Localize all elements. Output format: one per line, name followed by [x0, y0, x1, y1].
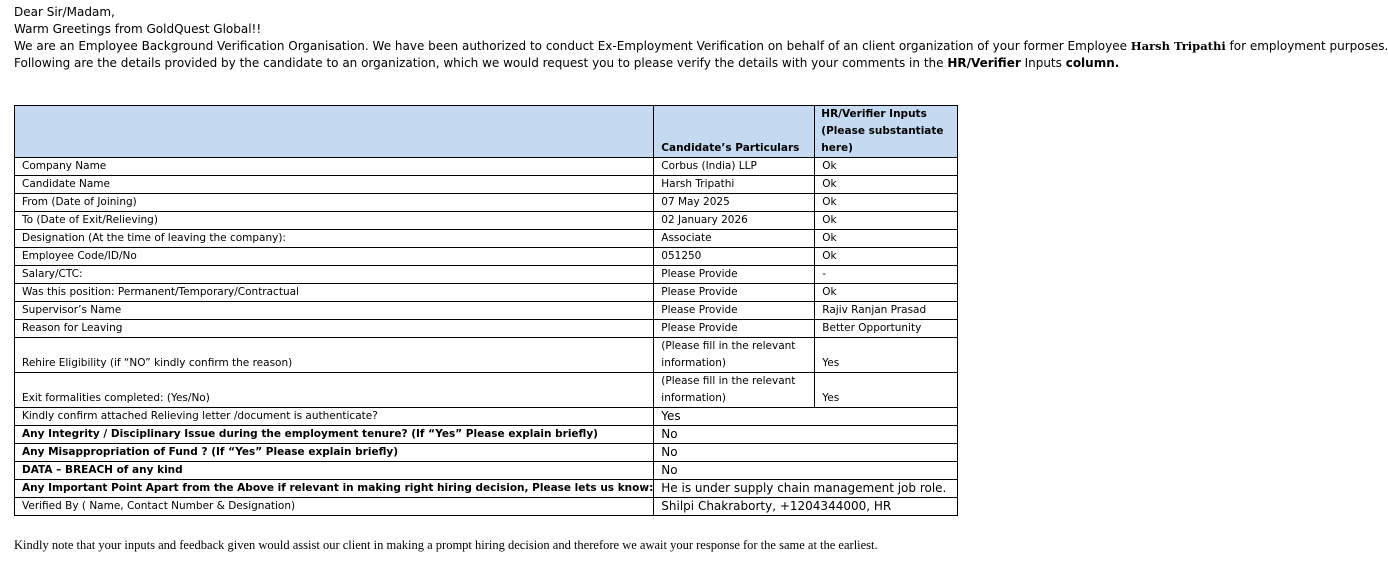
candidate-value: Associate	[654, 230, 815, 248]
hr-verifier-value: Yes	[815, 373, 958, 408]
candidate-value: Please Provide	[654, 302, 815, 320]
email-intro	[14, 4, 1388, 72]
table-row	[15, 338, 958, 373]
hr-verifier-value: Ok	[815, 176, 958, 194]
row-label: Designation (At the time of leaving the company):	[15, 230, 654, 248]
row-label: Any Integrity / Disciplinary Issue during the employment tenure? (If “Yes” Please explain briefly)	[15, 426, 654, 444]
table-row	[15, 444, 958, 462]
hr-verifier-value: Ok	[815, 230, 958, 248]
hr-verifier-value: Yes	[815, 338, 958, 373]
table-row	[15, 158, 958, 176]
row-label: Rehire Eligibility (if “NO” kindly confirm the reason)	[15, 338, 654, 373]
candidate-value: Harsh Tripathi	[654, 176, 815, 194]
row-label: Any Important Point Apart from the Above if relevant in making right hiring decision, Please lets us know:	[15, 480, 654, 498]
table-row	[15, 462, 958, 480]
header-blank-cell	[15, 106, 654, 158]
hr-verifier-value: Better Opportunity	[815, 320, 958, 338]
table-row	[15, 320, 958, 338]
table-row	[15, 248, 958, 266]
row-label: Salary/CTC:	[15, 266, 654, 284]
hr-verifier-value: Ok	[815, 194, 958, 212]
candidate-value: (Please fill in the relevant information)	[654, 373, 815, 408]
table-row	[15, 230, 958, 248]
employee-name: Harsh Tripathi	[1130, 39, 1226, 53]
table-row	[15, 480, 958, 498]
merged-value: Shilpi Chakraborty, +1204344000, HR	[654, 498, 958, 516]
candidate-value: Please Provide	[654, 266, 815, 284]
candidate-value: (Please fill in the relevant information)	[654, 338, 815, 373]
warm-greeting-line: Warm Greetings from GoldQuest Global!!	[14, 22, 262, 36]
row-label: To (Date of Exit/Relieving)	[15, 212, 654, 230]
merged-value: No	[654, 444, 958, 462]
row-label: Verified By ( Name, Contact Number & Designation)	[15, 498, 654, 516]
row-label: Employee Code/ID/No	[15, 248, 654, 266]
merged-value: Yes	[654, 408, 958, 426]
row-label: From (Date of Joining)	[15, 194, 654, 212]
hr-verifier-value: Ok	[815, 248, 958, 266]
hr-verifier-value: Ok	[815, 284, 958, 302]
verification-table	[14, 105, 958, 516]
row-label: Supervisor’s Name	[15, 302, 654, 320]
intro-paragraph-2: Following are the details provided by the candidate to an organization, which we would request you to please verify the details with your comments in the HR/Verifier Inputs column.	[14, 56, 1120, 70]
hr-verifier-value: -	[815, 266, 958, 284]
row-label: Any Misappropriation of Fund ? (If “Yes” Please explain briefly)	[15, 444, 654, 462]
merged-value: No	[654, 426, 958, 444]
table-row	[15, 302, 958, 320]
closing-note: Kindly note that your inputs and feedback given would assist our client in making a prompt hiring decision and therefore we await your response for the same at the earliest.	[14, 538, 878, 552]
table-row	[15, 373, 958, 408]
table-row	[15, 212, 958, 230]
row-label: Was this position: Permanent/Temporary/Contractual	[15, 284, 654, 302]
candidate-value: Please Provide	[654, 320, 815, 338]
table-header-row	[15, 106, 958, 158]
table-row	[15, 498, 958, 516]
row-label: Candidate Name	[15, 176, 654, 194]
row-label: Reason for Leaving	[15, 320, 654, 338]
merged-value: He is under supply chain management job role.	[654, 480, 958, 498]
row-label: DATA – BREACH of any kind	[15, 462, 654, 480]
table-row	[15, 176, 958, 194]
hr-verifier-value: Ok	[815, 158, 958, 176]
table-row	[15, 194, 958, 212]
candidate-value: 07 May 2025	[654, 194, 815, 212]
table-row	[15, 426, 958, 444]
table-row	[15, 266, 958, 284]
candidate-value: 051250	[654, 248, 815, 266]
header-candidate-particulars: Candidate’s Particulars	[654, 106, 815, 158]
hr-verifier-value: Ok	[815, 212, 958, 230]
merged-value: No	[654, 462, 958, 480]
table-row	[15, 408, 958, 426]
candidate-value: Corbus (India) LLP	[654, 158, 815, 176]
intro-paragraph-1: We are an Employee Background Verification Organisation. We have been authorized to conduct Ex-Employment Verification on behalf of an client organization of your former Employee Harsh Tripathi for employment purposes.	[14, 39, 1388, 53]
table-row	[15, 284, 958, 302]
row-label: Company Name	[15, 158, 654, 176]
hr-verifier-value: Rajiv Ranjan Prasad	[815, 302, 958, 320]
row-label: Kindly confirm attached Relieving letter /document is authenticate?	[15, 408, 654, 426]
header-hr-verifier-inputs: HR/Verifier Inputs (Please substantiate here)	[815, 106, 958, 158]
candidate-value: 02 January 2026	[654, 212, 815, 230]
candidate-value: Please Provide	[654, 284, 815, 302]
greeting-line: Dear Sir/Madam,	[14, 5, 115, 19]
row-label: Exit formalities completed: (Yes/No)	[15, 373, 654, 408]
